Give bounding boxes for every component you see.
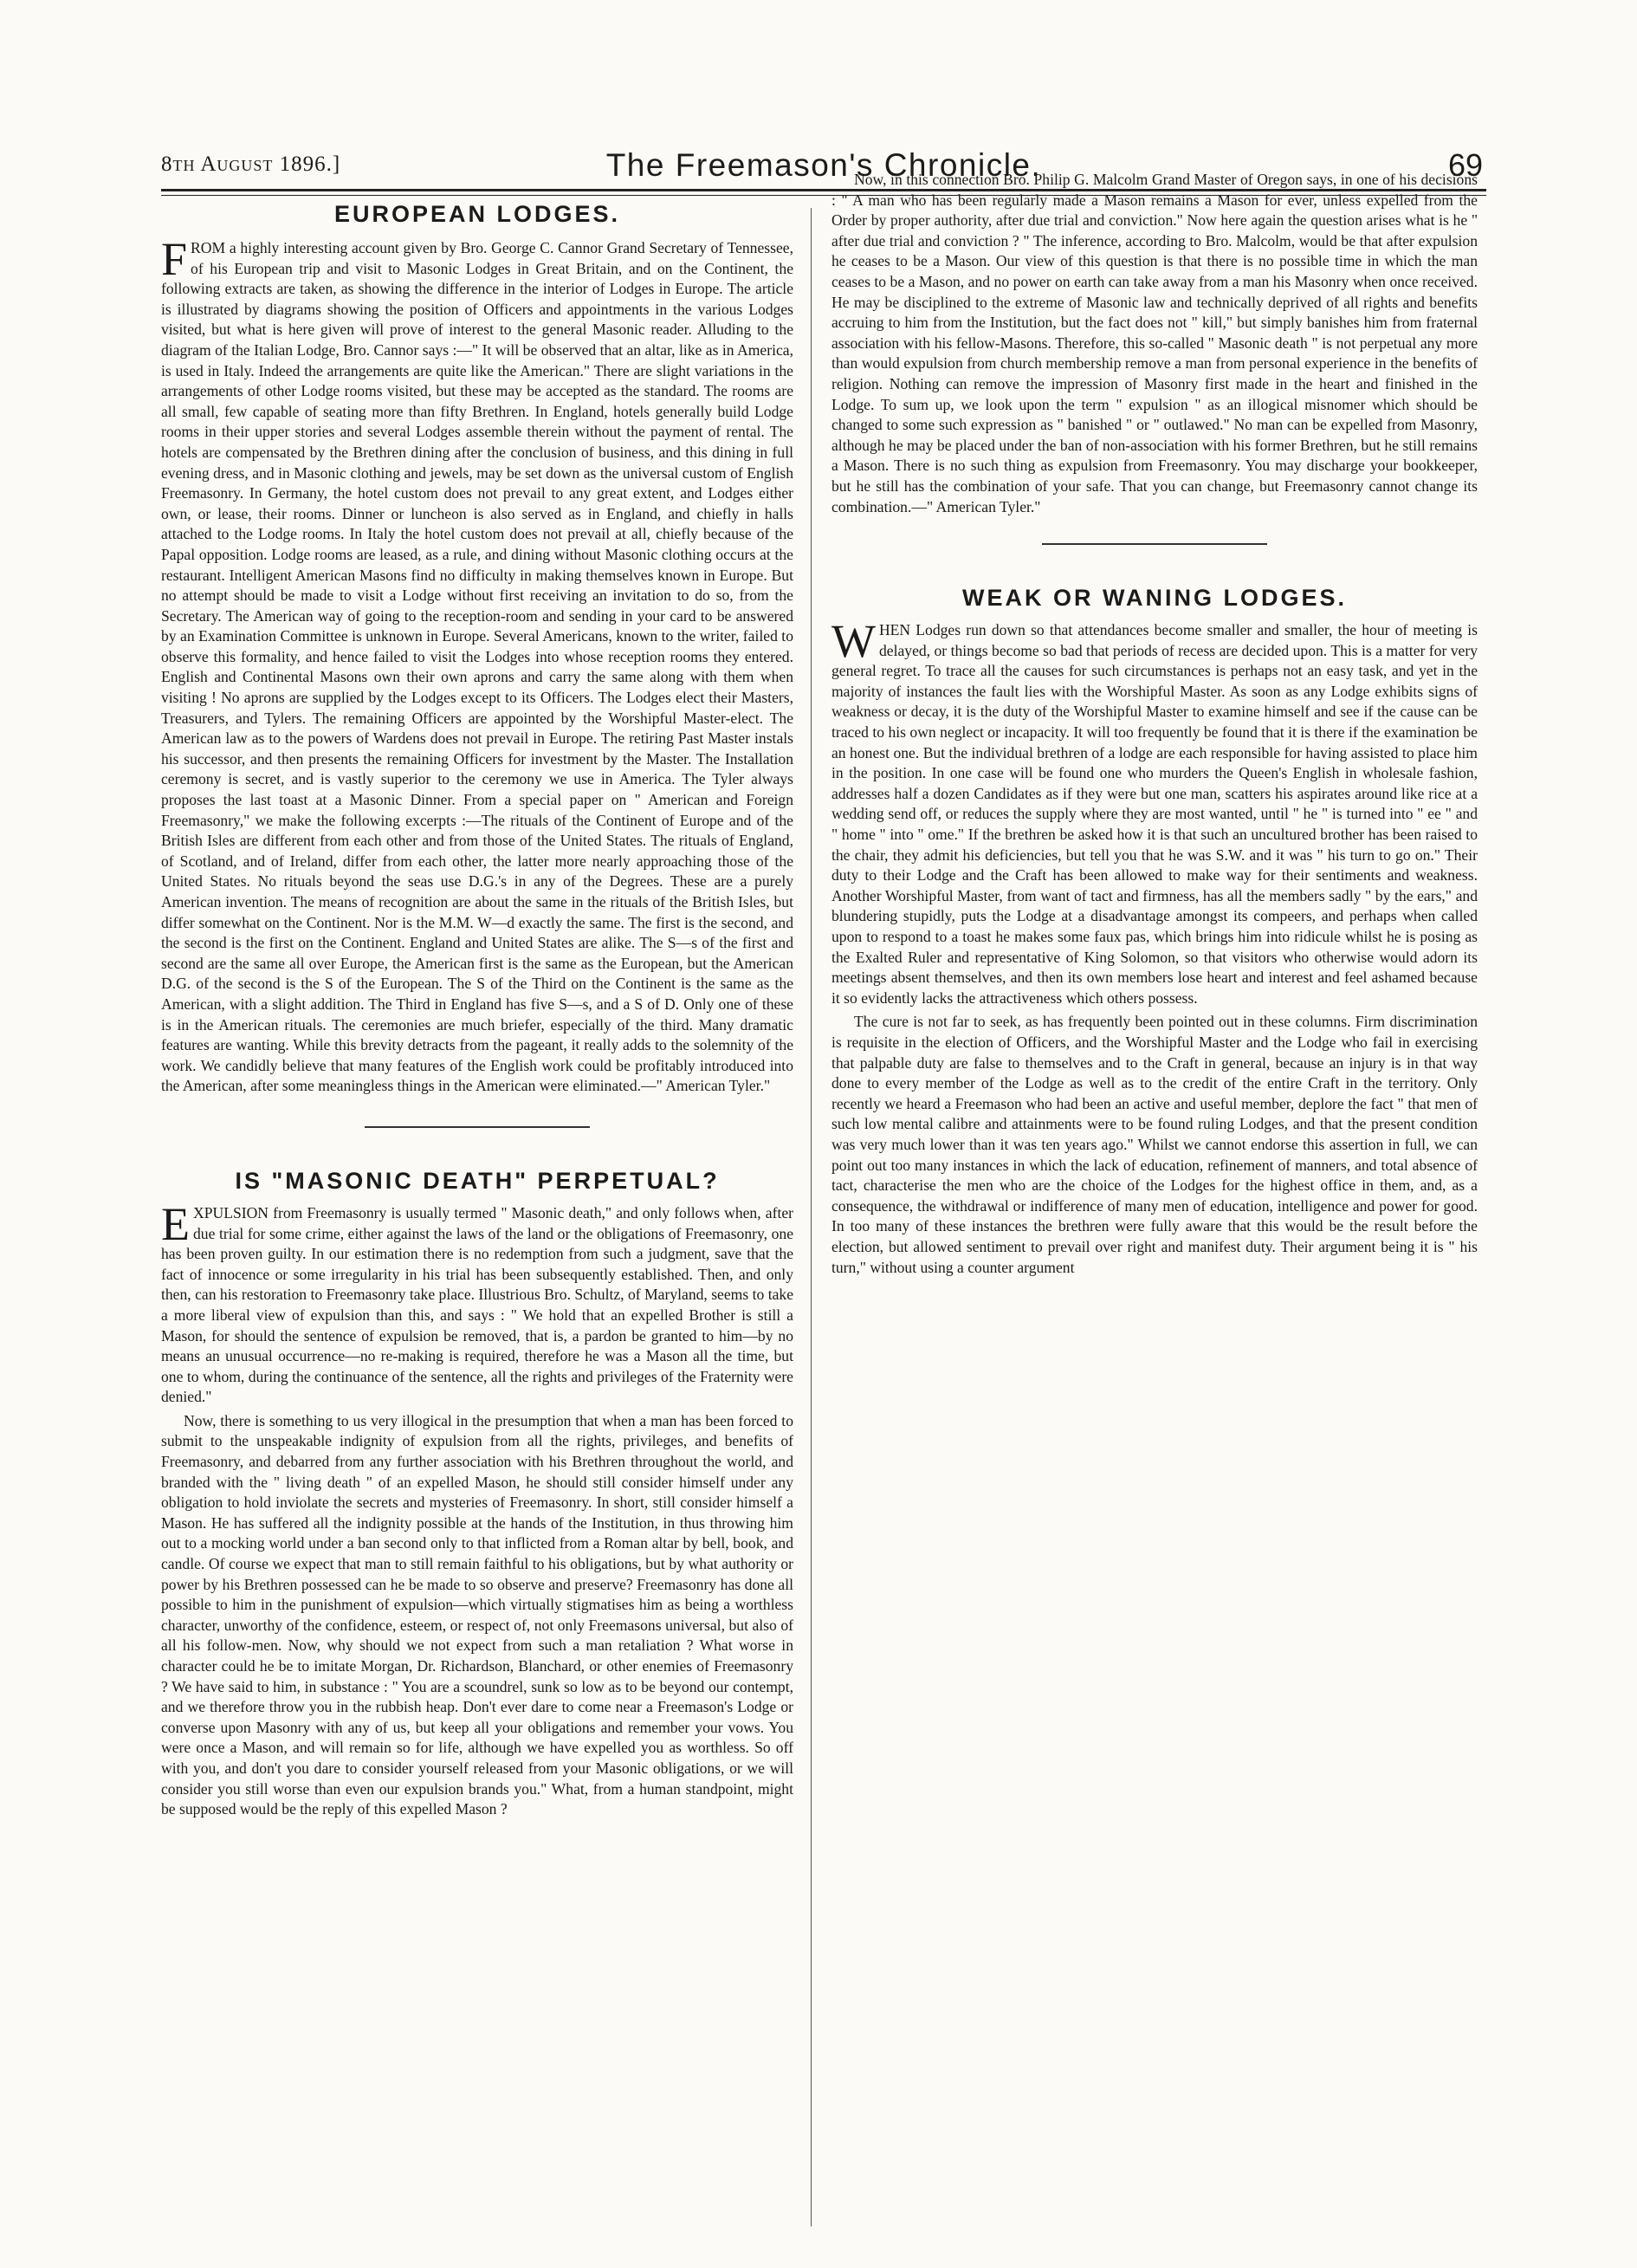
dropcap: E	[161, 1197, 190, 1250]
article-title: IS "MASONIC DEATH" PERPETUAL?	[235, 1167, 720, 1194]
page-number: 69	[1447, 147, 1483, 183]
article-paragraph: The cure is not far to seek, as has frequently been pointed out in these columns. Firm discrimination is requisite in the election of Officers, and the Worshipful Master and the Lodge who fail in exercising that palpable duty are false to themselves and to the Craft in general, because an injury is in that way done to every member of the Lodge as well as to the credit of the entire Craft in the territory. Only recently we heard a Freemason who had been an active and useful member, deplore the fact " that men of such low mental calibre and attainments were to be found ruling Lodges, and that the present condition was very much lower than it was ten years ago." Whilst we cannot endorse this assertion in full, we can point out too many instances in which the lack of education, refinement of manners, and total absence of tact, characterise the men who are the choice of the Lodges for the highest office in them, and, as a consequence, the withdrawal or indifference of many men of education, intelligence and power for good. In too many of these instances the brethren were fully aware that this would be the result before the election, but allowed sentiment to prevail over right and manifest duty. Their argument being it is " his turn," without using a counter argument	[831, 1013, 1478, 1276]
dropcap: W	[831, 615, 876, 668]
article-title: EUROPEAN LODGES.	[333, 201, 621, 227]
article-weak-lodges	[831, 585, 1478, 1278]
column-divider	[811, 208, 812, 2226]
article-paragraph: FROM a highly interesting account given by Bro. George C. Cannor Grand Secretary of Tennessee, of his European trip and visit to Masonic Lodges in Great Britain, and on the Continent, the following extracts are taken, as showing the difference in the interior of Lodges in Europe. The article is illustrated by diagrams showing the position of Officers and appointments in the various Lodges visited, but what is here given will prove of interest to the general Masonic reader. Alluding to the diagram of the Italian Lodge, Bro. Cannor says :—" It will be observed that an altar, like as in America, is used in Italy. Indeed the arrangements are quite like the American." There are slight variations in the arrangements of other Lodge rooms visited, but these may be accepted as the standard. The rooms are all small, few capable of seating more than fifty Brethren. In England, hotels generally build Lodge rooms in their upper stories and several Lodges assemble therein without the payment of rental. The hotels are compensated by the Brethren dining after the conclusion of business, and this dining in full evening dress, and in Masonic clothing and jewels, may be set down as the universal custom of English Freemasonry. In Germany, the hotel custom does not prevail to any great extent, and Lodges either own, or lease, their rooms. Dinner or luncheon is also served as in England, and chiefly in halls attached to the Lodge rooms. In Italy the hotel custom does not prevail at all, chiefly because of the Papal opposition. Lodge rooms are leased, as a rule, and dining without Masonic clothing occurs at the restaurant. Intelligent American Masons find no difficulty in making themselves known in Europe. But no attempt should be made to visit a Lodge without first receiving an invitation to do so, from the Secretary. The American way of going to the reception-room and sending in your card to be answered by an Examination Committee is unknown in Europe. Several Americans, known to the writer, failed to observe this formality, and hence failed to visit the Lodges into whose reception rooms they entered. English and Continental Masons own their own aprons and carry the same along with them when visiting ! No aprons are supplied by the Lodges except to its Officers. The Lodges elect their Masters, Treasurers, and Tylers. The remaining Officers are appointed by the Worshipful Master-elect. The American law as to the powers of Wardens does not prevail in Europe. The retiring Past Master instals his successor, and then presents the remaining Officers for investment by the Master. The Installation ceremony is secret, and is vastly superior to the ceremony we use in America. The Tyler always proposes the last toast at a Masonic Dinner. From a special paper on " American and Foreign Freemasonry," we make the following excerpts :—The rituals of the Continent of Europe and of the British Isles are different from each other and from those of the United States. The rituals of England, of Scotland, and of Ireland, differ from each other, the latter more nearly approaching those of the United States. No rituals beyond the seas use D.G.'s in any of the Degrees. These are a purely American invention. The means of recognition are about the same in the rituals of the British Isles, but differ somewhat on the Continent. Nor is the M.M. W—d exactly the same. The first is the second, and the second is the first on the Continent. England and United States are alike. The S—s of the first and second are the same all over Europe, the American first is the same as the European, but the American D.G. of the second is the S of the European. The S of the Third on the Continent is the same as the American, with a slight addition. The Third in England has five S—s, and a S of D. Only one of these is in the American rituals. The ceremonies are much briefer, especially of the third. Many dramatic features are wanting. While this brevity detracts from the pageant, it really adds to the solemnity of the work. We candidly believe that many features of the English work could be profitably introduced into the American, after some meaningless things in the American were eliminated.—" American Tyler."	[161, 233, 793, 1095]
publication-title: The Freemason's Chronicle.	[605, 147, 1042, 183]
section-divider	[365, 1126, 590, 1128]
article-masonic-death-continued	[831, 170, 1478, 517]
issue-date: 8th August 1896.]	[161, 152, 341, 176]
article-paragraph: Now, there is something to us very illogical in the presumption that when a man has been forced to submit to the unspeakable indignity of expulsion from all the rights, privileges, and benefits of Freemasonry, and debarred from any further association with his Brethren throughout the world, and branded with the " living death " of an expelled Mason, he should still consider himself under any obligation to hold inviolate the secrets and mysteries of Freemasonry. In short, still consider himself a Mason. He has suffered all the indignity possible at the hands of the Institution, in thus throwing him out to a mocking world under a ban second only to that inflicted from a Roman altar by bell, book, and candle. Of course we expect that man to still remain faithful to his obligations, but by what authority or power by his Brethren possessed can he be made to so observe and preserve? Freemasonry has done all possible to him in the punishment of expulsion—which virtually stigmatises him as being a worthless character, unworthy of the confidence, esteem, or respect of, not only Freemasons universal, but also of all his follow-men. Now, why should we not expect from such a man retaliation ? What worse in character could he be to imitate Morgan, Dr. Richardson, Blanchard, or other enemies of Freemasonry ? We have said to him, in substance : " You are a scoundrel, sunk so low as to be beyond our contempt, and we therefore throw you in the rubbish heap. Don't ever dare to come near a Freemason's Lodge or converse upon Masonry with any of us, but keep all your obligations and remember your vows. You were once a Mason, and will remain so for life, although we have expelled you as worthless. So off with you, and don't you dare to consider yourself released from your Masonic obligations, or we will consider you still worse than even our expulsion brands you." What, from a human standpoint, might be supposed would be the reply of this expelled Mason ?	[161, 1411, 793, 1818]
section-divider	[1042, 543, 1267, 545]
article-paragraph: Now, in this connection Bro. Philip G. Malcolm Grand Master of Oregon says, in one of his decisions : " A man who has been regularly made a Mason remains a Mason for ever, unless expelled from the Order by proper authority, after due trial and conviction." Now here again the question arises what is he " after due trial and conviction ? " The inference, according to Bro. Malcolm, would be that after expulsion he ceases to be a Mason. Our view of this question is that there is no possible time in which the man ceases to be a Mason, and no power on earth can take away from a man his Masonry when once received. He may be disciplined to the extreme of Masonic law and technically deprived of all rights and benefits accruing to him from the Institution, but the fact does not " kill," but simply banishes him from fraternal association with his fellow-Masons. Therefore, this so-called " Masonic death " is not perpetual any more than would expulsion from church membership remove a man from personal experience in the benefits of religion. Nothing can remove the impression of Masonry first made in the heart and finished in the Lodge. To sum up, we look upon the term " expulsion " as an illogical misnomer which should be changed to some such expression as " banished " or " outlawed." No man can be expelled from Masonry, although he may be placed under the ban of non-association with his former Brethren, but he still remains a Mason. There is no such thing as expulsion from Freemasonry. You may discharge your bookkeeper, but he still has the combination of your safe. That you can change, but Freemasonry cannot change its combination.—" American Tyler."	[831, 171, 1478, 515]
article-paragraph: WHEN Lodges run down so that attendances become smaller and smaller, the hour of meeting is delayed, or things become so bad that periods of recess are decided upon. This is a matter for very general regret. To trace all the causes for such circumstances is perhaps not an easy task, and yet in the majority of instances the fault lies with the Worshipful Master. As soon as any Lodge exhibits signs of weakness or decay, it is the duty of the Worshipful Master to examine himself and see if the cause can be traced to his own neglect or incapacity. It will too frequently be found that it is there if the examination be an honest one. But the individual brethren of a lodge are each responsible for having assisted to place him in the position. In one case will be found one who murders the Queen's English in wholesale fashion, addresses half a dozen Candidates as if they were but one man, scatters his aspirates around like rice at a wedding send off, or reduces the supply where they are most wanted, until " he " is turned into " ee " and " home " into " ome." If the brethren be asked how it is that such an uncultured brother has been raised to the chair, they admit his deficiencies, but tell you that he was S.W. and it was " his turn to go on." Their duty to their Lodge and the Craft has been allowed to make way for their sentiments and weakness. Another Worshipful Master, from want of tact and firmness, has all the members sadly " by the ears," and blundering stupidly, puts the Lodge at a disadvantage amongst its compeers, and perhaps when called upon to respond to a toast he makes some faux pas, which brings him into ridicule whilst he is posing as the Exalted Ruler and representative of King Solomon, so that visitors who otherwise would adorn its meetings absent themselves, and then its own members lose heart and interest and feel ashamed because it so evidently lacks the attractiveness which others possess.	[831, 615, 1478, 1007]
right-column	[831, 170, 1478, 2242]
dropcap: F	[161, 233, 188, 285]
article-paragraph: EXPULSION from Freemasonry is usually termed " Masonic death," and only follows when, after due trial for some crime, either against the laws of the land or the obligations of Freemasonry, one has been proven guilty. In our estimation there is no redemption from such a judgment, save that the fact of innocence or some irregularity in his trial has been subsequently established. Then, and only then, can his restoration to Freemasonry take place. Illustrious Bro. Schultz, of Maryland, seems to take a more liberal view of expulsion than this, and says : " We hold that an expelled Brother is still a Mason, for should the sentence of expulsion be removed, that is, a pardon be granted to him—by no means an unusual occurrence—no re-making is required, therefore he was a Mason all the time, but one to whom, during the continuance of the sentence, all the rights and privileges of the Fraternity were denied."	[161, 1197, 793, 1406]
article-title: WEAK OR WANING LODGES.	[962, 585, 1347, 612]
left-column	[161, 201, 793, 2242]
article-masonic-death	[161, 1168, 793, 1820]
article-european-lodges	[161, 201, 793, 1097]
